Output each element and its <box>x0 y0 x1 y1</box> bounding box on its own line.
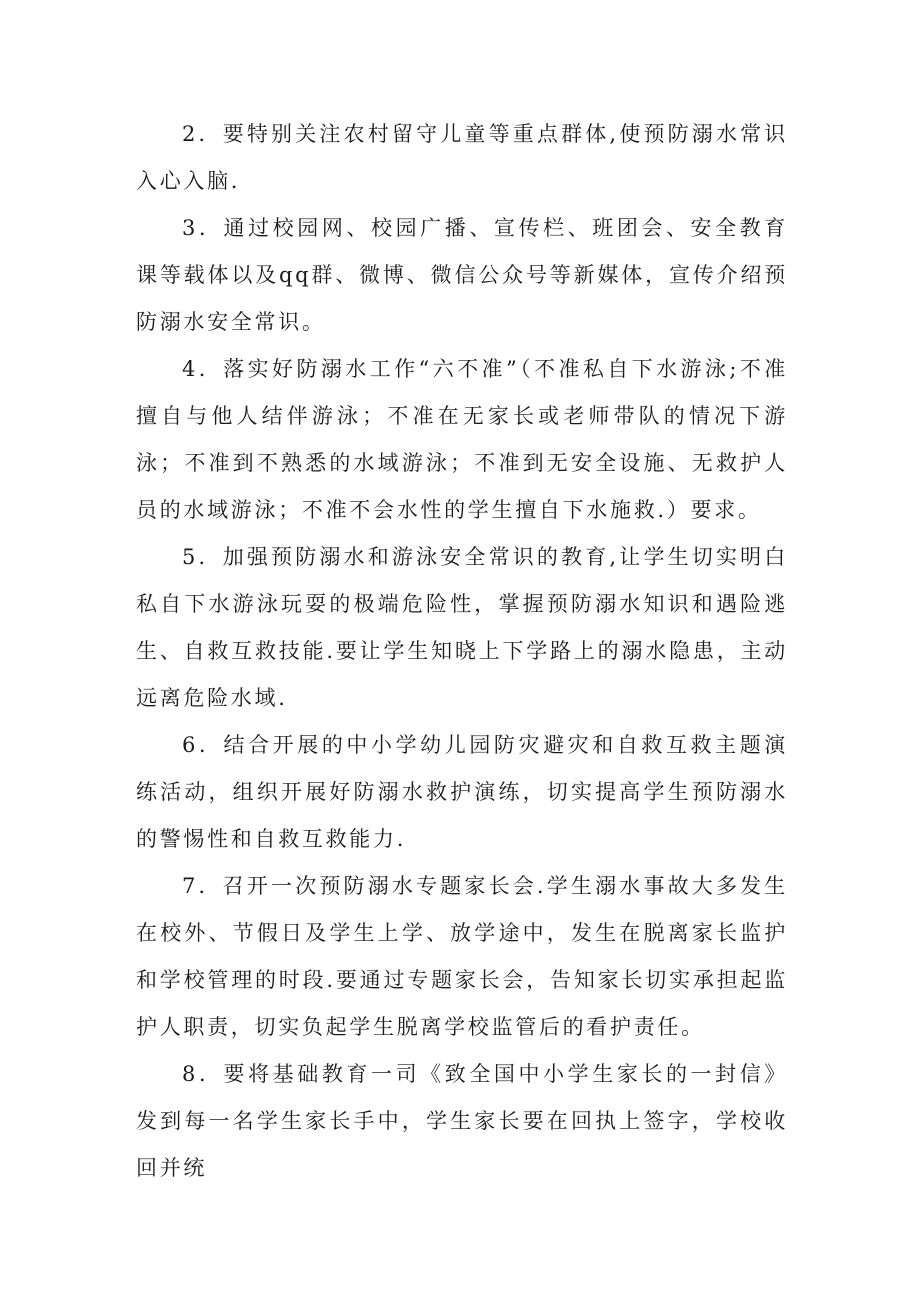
paragraph-item-4: 4．落实好防溺水工作“六不准”（不准私自下水游泳;不准擅自与他人结伴游泳；不准在无家长或老师带队的情况下游泳；不准到不熟悉的水域游泳；不准到无安全设施、无救护人员的水域游泳；不准不会水性的学生擅自下水施救.）要求。 <box>136 357 788 522</box>
document-body <box>136 111 788 1192</box>
paragraph-item-2: 2．要特别关注农村留守儿童等重点群体,使预防溺水常识入心入脑. <box>136 122 788 193</box>
paragraph-item-7: 7．召开一次预防溺水专题家长会.学生溺水事故大多发生在校外、节假日及学生上学、放学途中，发生在脱离家长监护和学校管理的时段.要通过专题家长会，告知家长切实承担起监护人职责，切实负起学生脱离学校监管后的看护责任。 <box>136 874 788 1039</box>
paragraph-item-6: 6．结合开展的中小学幼儿园防灾避灾和自救互救主题演练活动，组织开展好防溺水救护演练，切实提高学生预防溺水的警惕性和自救互救能力. <box>136 733 788 851</box>
paragraph-item-5: 5．加强预防溺水和游泳安全常识的教育,让学生切实明白私自下水游泳玩耍的极端危险性，掌握预防溺水知识和遇险逃生、自救互救技能.要让学生知晓上下学路上的溺水隐患，主动远离危险水域. <box>136 545 788 710</box>
paragraph-item-3: 3．通过校园网、校园广播、宣传栏、班团会、安全教育课等载体以及qq群、微博、微信公众号等新媒体，宣传介绍预防溺水安全常识。 <box>136 216 788 334</box>
paragraph-item-8: 8．要将基础教育一司《致全国中小学生家长的一封信》发到每一名学生家长手中，学生家长要在回执上签字，学校收回并统 <box>136 1062 788 1180</box>
